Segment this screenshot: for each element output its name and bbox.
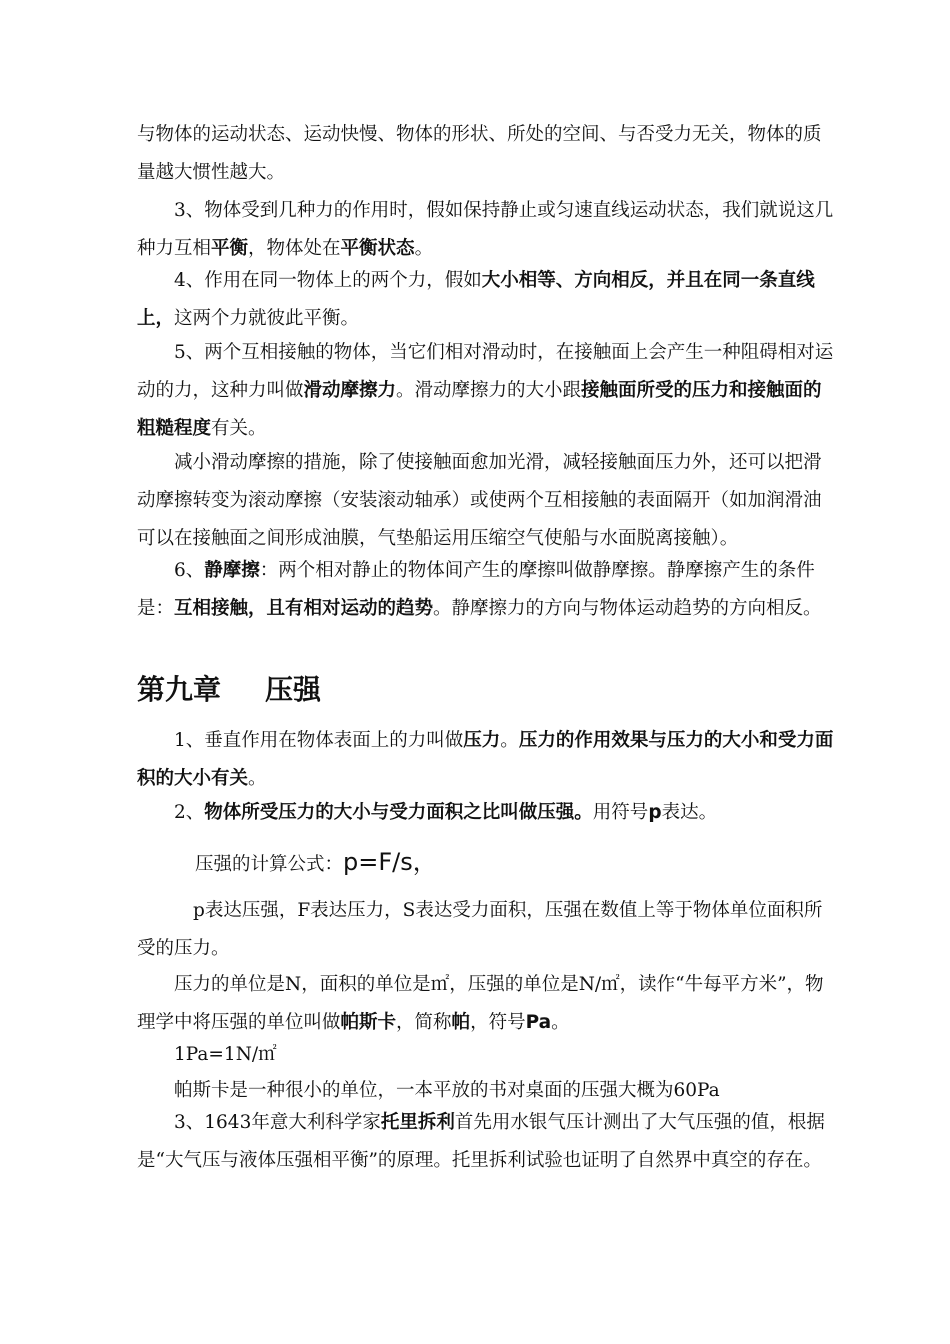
pascal-definition: 1Pa=1N/㎡ (174, 1044, 277, 1065)
paragraph-inertia (137, 116, 837, 192)
text-run: ，符号 (470, 1012, 526, 1033)
chapter-heading (137, 670, 321, 710)
text-run: 2、 (174, 802, 205, 823)
paragraph-pa-definition (137, 1036, 837, 1074)
text-run: 这两个力就彼此平衡。 (174, 308, 360, 329)
text-run: ，简称 (396, 1012, 452, 1033)
paragraph-symbols (137, 892, 837, 968)
paragraph-ch9-item-1-pressure-force (137, 722, 837, 798)
pressure-formula: p=F/s， (343, 848, 437, 876)
paragraph-text: p表达压强，F表达压力，S表达受力面积，压强在数值上等于物体单位面积所受的压力。 (137, 900, 823, 959)
text-run: 表达。 (661, 802, 718, 823)
text-run: 。静摩擦力的方向与物体运动趋势的方向相反。 (433, 598, 822, 619)
bold-term-static-friction: 静摩擦 (204, 560, 260, 581)
text-run: 有关。 (211, 418, 267, 439)
bold-term-pa-symbol: Pa (525, 1012, 552, 1033)
bold-term-pa-short: 帕 (451, 1012, 471, 1033)
text-run: 1、垂直作用在物体表面上的力叫做 (174, 730, 464, 751)
bold-term-pascal: 帕斯卡 (340, 1012, 397, 1033)
text-run: 用符号 (592, 802, 649, 823)
paragraph-units (137, 966, 837, 1042)
bold-term-sliding-friction: 滑动摩擦力 (303, 380, 397, 401)
paragraph-item-5-sliding-friction (137, 334, 837, 448)
text-run: 。 (500, 730, 519, 751)
text-run: ，物体处在 (248, 238, 341, 259)
paragraph-text: 帕斯卡是一种很小的单位，一本平放的书对桌面的压强大概为60Pa (174, 1080, 720, 1101)
chapter-title: 压强 (265, 673, 322, 706)
paragraph-item-4-equilibrium (137, 262, 837, 338)
paragraph-text: 减小滑动摩擦的措施，除了使接触面愈加光滑，减轻接触面压力外，还可以把滑动摩擦转变为滚动摩擦（安装滚动轴承）或使两个互相接触的表面隔开（如加润滑油可以在接触面之间形成油膜，气垫船运用压缩空气使船与水面脱离接触）。 (137, 452, 822, 549)
bold-term-balance: 平衡 (211, 238, 249, 259)
bold-term-pressure-definition: 物体所受压力的大小与受力面积之比叫做压强。 (204, 802, 593, 823)
text-run: 压力的单位是N，面积的单位是㎡，压强的单位是N/㎡，读作“牛每平方米”，物理学中将压强的单位叫做 (137, 974, 824, 1033)
paragraph-ch9-item-2-pressure (137, 794, 837, 832)
paragraph-text: 与物体的运动状态、运动快慢、物体的形状、所处的空间、与否受力无关，物体的质量越大惯性越大。 (137, 124, 822, 183)
text-run: 。 (551, 1012, 570, 1033)
text-run: 3、物体受到几种力的作用时，假如保持静止或匀速直线运动状态，我们就说这几种力互相 (137, 200, 834, 259)
chapter-number: 第九章 (137, 673, 222, 706)
text-run: 3、1643年意大利科学家 (174, 1112, 381, 1133)
text-run: 首先用水银气压计测出了大气压强的值，根据是“大气压与液体压强相平衡”的原理。托里拆利试验也证明了自然界中真空的存在。 (137, 1112, 825, 1171)
text-run: 6、 (174, 560, 205, 581)
bold-term-pressure-effect: 压力的作用效果与压力的大小和受力面积的大小有关 (137, 730, 834, 789)
bold-term-equal-opposite: 大小相等、方向相反，并且在同一条直线上， (137, 270, 815, 329)
formula-line (195, 842, 437, 885)
bold-term-pressure-force: 压力 (463, 730, 501, 751)
text-run: 4、作用在同一物体上的两个力，假如 (174, 270, 482, 291)
paragraph-torricelli (137, 1104, 837, 1180)
text-run: ：两个相对静止的物体间产生的摩擦叫做静摩擦。静摩擦产生的条件是： (137, 560, 815, 619)
text-run: 。 (248, 768, 267, 789)
text-run: 。 (414, 238, 434, 259)
paragraph-item-3-balance (137, 192, 837, 268)
bold-term-symbol-p: p (648, 802, 662, 823)
bold-term-friction-factors: 接触面所受的压力和接触面的粗糙程度 (137, 380, 822, 439)
formula-label: 压强的计算公式： (195, 854, 344, 875)
text-run: 。滑动摩擦力的大小跟 (396, 380, 582, 401)
bold-term-torricelli: 托里拆利 (380, 1112, 455, 1133)
paragraph-reduce-friction (137, 444, 837, 558)
bold-term-balance-state: 平衡状态 (340, 238, 415, 259)
paragraph-item-6-static-friction (137, 552, 837, 628)
text-run: 5、两个互相接触的物体，当它们相对滑动时，在接触面上会产生一种阻碍相对运动的力，这种力叫做 (137, 342, 834, 401)
bold-term-static-condition: 互相接触，且有相对运动的趋势 (174, 598, 434, 619)
